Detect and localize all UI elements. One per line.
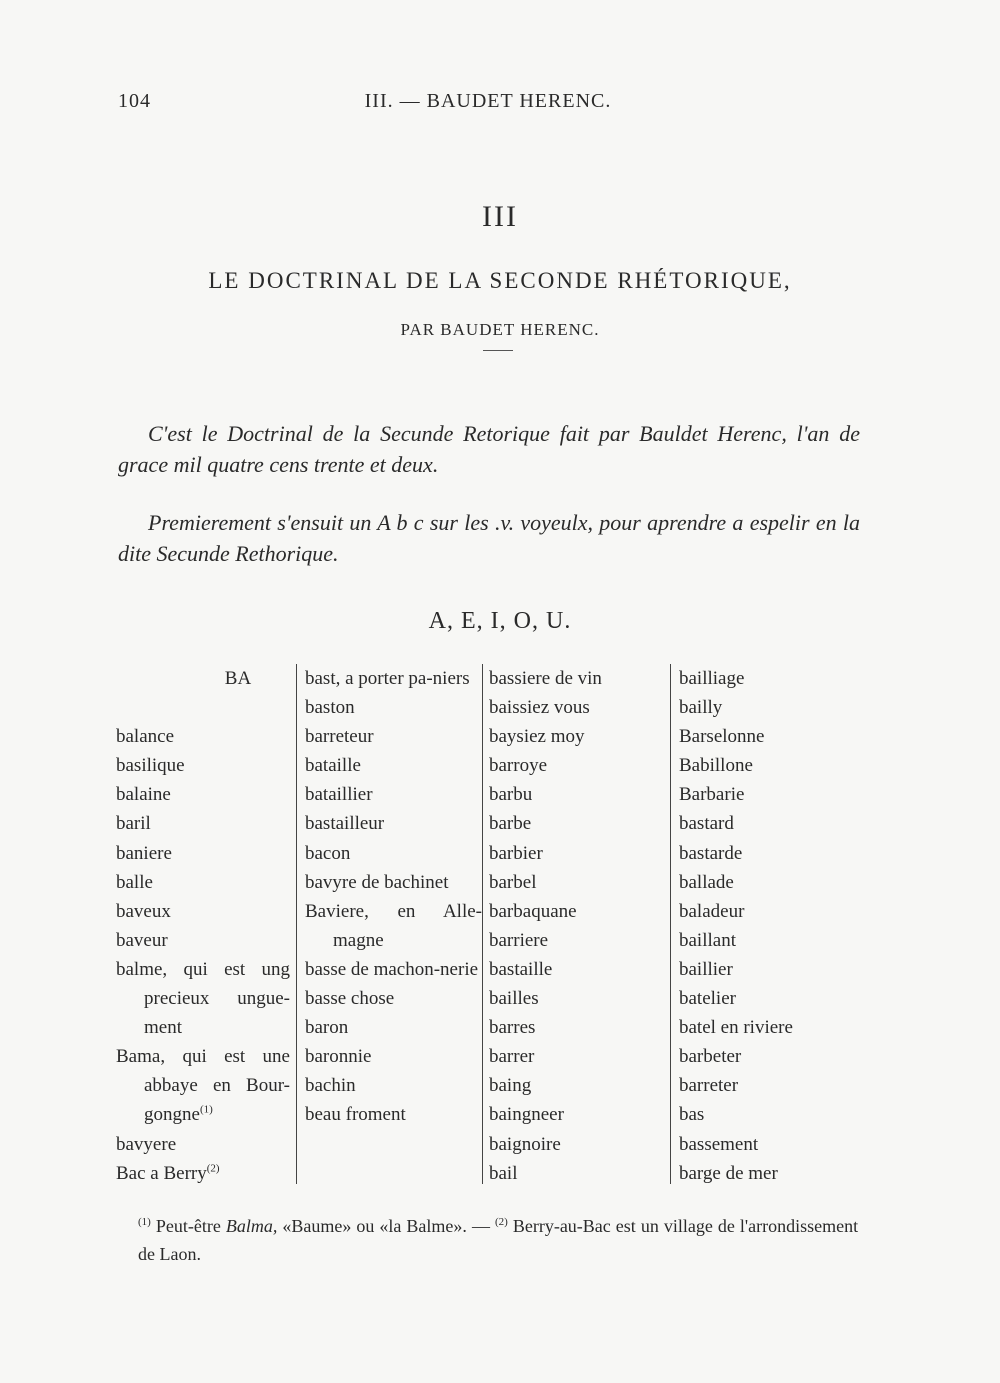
word-entry: baillier	[679, 958, 733, 980]
word-entry: barge de mer	[679, 1162, 778, 1184]
vowels-heading: A, E, I, O, U.	[428, 608, 572, 634]
word-entry: bataillier	[305, 784, 373, 806]
word-entry: bas	[679, 1104, 705, 1126]
word-table	[116, 664, 856, 1184]
word-entry: baladeur	[679, 900, 745, 922]
word-entry: Babillone	[679, 755, 753, 777]
word-entry: baniere	[116, 842, 172, 864]
word-entry: barbu	[489, 784, 533, 806]
section-numeral: III	[482, 200, 518, 233]
word-entry: baingneer	[489, 1104, 564, 1126]
section-byline: PAR BAUDET HERENC.	[400, 320, 600, 339]
word-entry: baissiez vous	[489, 697, 590, 719]
word-entry: bailles	[489, 988, 539, 1010]
word-entry	[116, 1159, 290, 1188]
word-entry: bavyere	[116, 1133, 177, 1155]
word-entry: baysiez moy	[489, 726, 585, 748]
footnote-2-text: Berry-au-Bac est un village de l'arrondissement de Laon.	[138, 1216, 859, 1264]
word-entry: bacon	[305, 842, 351, 864]
word-entry: barbeter	[679, 1046, 742, 1068]
word-entry: barres	[489, 1017, 536, 1039]
word-entry: barbel	[489, 871, 537, 893]
footnote-ref-2: (2)	[206, 1162, 220, 1175]
word-entry: bachin	[305, 1075, 356, 1097]
word-entry: barreter	[679, 1075, 739, 1097]
footnote-mark-2: (2)	[494, 1216, 508, 1228]
word-entry: basse chose	[305, 988, 395, 1010]
word-entry: barreteur	[305, 726, 374, 748]
word-entry: basilique	[116, 755, 185, 777]
page-number: 104	[118, 90, 151, 112]
word-entry: bailly	[679, 697, 723, 719]
footnote-1-italic: Balma,	[225, 1216, 278, 1236]
word-entry: ballade	[679, 871, 734, 893]
word-entry-text: Bac a Berry	[116, 1162, 207, 1184]
word-entry: bavyre de bachinet	[305, 871, 449, 893]
word-entry: baillant	[679, 929, 736, 951]
word-entry: bastaille	[489, 958, 553, 980]
word-entry: barrer	[489, 1046, 535, 1068]
word-entry-text: Bama, qui est une abbaye en Bour-gongne	[116, 1046, 290, 1126]
section-title: LE DOCTRINAL DE LA SECONDE RHÉTORIQUE,	[208, 268, 792, 293]
word-entry: balle	[116, 871, 153, 893]
word-column-2	[296, 664, 482, 1184]
word-column-1	[116, 664, 290, 1188]
word-entry: Baviere, en Alle-magne	[305, 900, 482, 951]
word-entry: barriere	[489, 929, 549, 951]
word-entry: bassiere de vin	[489, 668, 602, 689]
word-entry: balme, qui est ung precieux ungue-ment	[116, 958, 290, 1039]
word-entry: barbaquane	[489, 900, 577, 922]
running-header	[118, 90, 858, 120]
word-entry: baronnie	[305, 1046, 372, 1068]
word-entry: baing	[489, 1075, 532, 1097]
word-entry	[116, 1042, 290, 1129]
word-entry: bastailleur	[305, 813, 385, 835]
word-entry: bast, a porter pa-niers	[305, 668, 470, 689]
word-entry: beau froment	[305, 1104, 406, 1126]
word-entry: bassement	[679, 1133, 759, 1155]
footnote-mark-1: (1)	[138, 1216, 151, 1228]
word-entry: baignoire	[489, 1133, 561, 1155]
word-column-4	[670, 664, 856, 1184]
word-entry: bail	[489, 1162, 518, 1184]
word-entry: bataille	[305, 755, 361, 777]
footnotes	[118, 1212, 858, 1268]
word-entry: balaine	[116, 784, 171, 806]
word-entry: barroye	[489, 755, 548, 777]
word-entry: bailliage	[679, 668, 745, 689]
footnote-line	[118, 1212, 858, 1268]
word-entry: baveur	[116, 929, 168, 951]
title-rule	[483, 350, 513, 351]
word-entry: baston	[305, 697, 355, 719]
word-entry: barbier	[489, 842, 543, 864]
footnote-1-post: «Baume» ou «la Balme».	[282, 1216, 467, 1236]
word-entry: Barbarie	[679, 784, 745, 806]
word-entry: baril	[116, 813, 151, 835]
word-entry: basse de machon-nerie	[305, 958, 479, 980]
word-column-3	[482, 664, 670, 1184]
word-entry: bastard	[679, 813, 734, 835]
column-head: BA	[224, 668, 252, 689]
intro-paragraph-1: C'est le Doctrinal de la Secunde Retorique fait par Bauldet Herenc, l'an de grace mil quatre cens trente et deux.	[118, 421, 860, 477]
word-entry: batel en riviere	[679, 1017, 793, 1039]
word-entry: bastarde	[679, 842, 743, 864]
running-title: III. — BAUDET HERENC.	[364, 90, 612, 112]
word-entry: barbe	[489, 813, 532, 835]
word-entry: baveux	[116, 900, 171, 922]
word-entry: Barselonne	[679, 726, 765, 748]
footnote-ref-1: (1)	[199, 1104, 213, 1117]
word-entry: balance	[116, 726, 175, 748]
word-entry: batelier	[679, 988, 736, 1010]
intro-paragraph-2: Premierement s'ensuit un A b c sur les .v. voyeulx, pour aprendre a espelir en la dite Secunde Rethorique.	[118, 510, 860, 566]
footnote-1-pre: Peut-être	[155, 1216, 221, 1236]
footnote-separator: —	[471, 1216, 490, 1236]
word-entry: baron	[305, 1017, 349, 1039]
